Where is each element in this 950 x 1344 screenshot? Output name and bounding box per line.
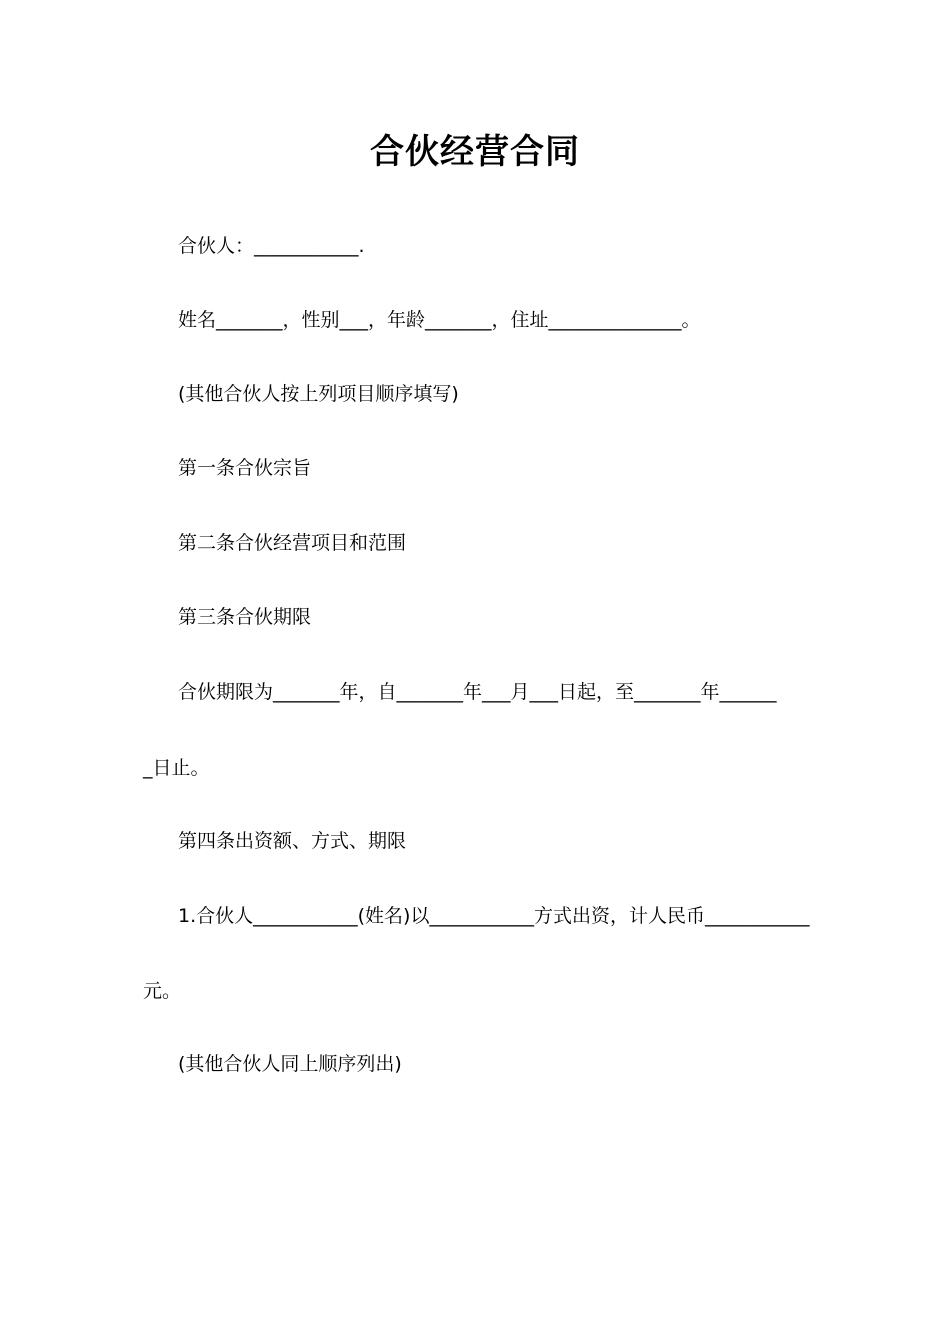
article-3-heading: 第三条合伙期限 <box>178 606 312 628</box>
other-partners-note: (其他合伙人按上列项目顺序填写) <box>178 383 459 405</box>
partner-info-line: 姓名_______，性别___，年龄_______，住址______________。 <box>178 309 701 331</box>
document-title: 合伙经营合同 <box>370 132 580 172</box>
article-4-heading: 第四条出资额、方式、期限 <box>178 830 407 852</box>
article-2-heading: 第二条合伙经营项目和范围 <box>178 532 407 554</box>
article-1-heading: 第一条合伙宗旨 <box>178 457 312 479</box>
partner-line: 合伙人：___________. <box>178 235 365 257</box>
contribution-line: 1.合伙人___________(姓名)以___________方式出资，计人民币___________ <box>178 905 810 927</box>
other-partners-contribution-note: (其他合伙人同上顺序列出) <box>178 1053 402 1075</box>
term-line: 合伙期限为_______年，自_______年___月___日起，至_______年______ <box>178 681 777 703</box>
term-line-continuation: _日止。 <box>143 757 210 779</box>
contribution-line-continuation: 元。 <box>143 980 182 1002</box>
